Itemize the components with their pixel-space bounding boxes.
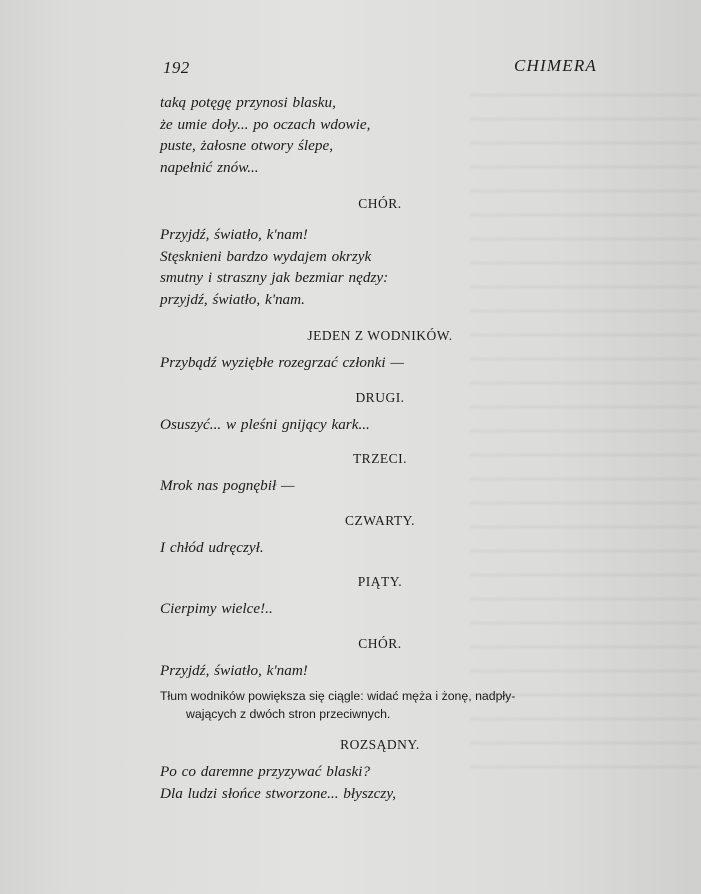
- verse-stanza-opening: [160, 92, 600, 178]
- verse-line: Przyjdź, światło, k'nam!: [160, 226, 308, 243]
- verse-rozsadny: [160, 761, 600, 804]
- verse-line: puste, żałosne otwory ślepe,: [160, 137, 333, 154]
- verse-line: Osuszyć... w pleśni gnijący kark...: [160, 415, 370, 433]
- stage-direction: [160, 687, 600, 723]
- page-body: [160, 92, 600, 804]
- verse-line: Dla ludzi słońce stworzone... błyszczy,: [160, 784, 397, 802]
- speaker-heading-czwarty: CZWARTY.: [344, 512, 416, 528]
- verse-line: smutny i straszny jak bezmiar nędzy:: [160, 269, 389, 286]
- verse-stanza-chor: [160, 224, 600, 310]
- verse-line: że umie doły... po oczach wdowie,: [160, 115, 371, 133]
- speaker-heading-rozsadny: ROZSĄDNY.: [340, 737, 420, 752]
- speaker-heading-chor: CHÓR.: [358, 635, 402, 651]
- stage-direction-line: wających z dwóch stron przeciwnych.: [186, 707, 391, 721]
- verse-line: taką potęgę przynosi blasku,: [160, 94, 336, 111]
- verse-piaty: [160, 598, 600, 620]
- running-title: CHIMERA: [514, 56, 597, 75]
- verse-line: Przyjdź, światło, k'nam!: [160, 661, 308, 679]
- verse-line: Stęsknieni bardzo wydajem okrzyk: [160, 247, 372, 265]
- verse-line: Przybądź wyziębłe rozegrzać członki —: [160, 354, 404, 371]
- speaker-heading-drugi: DRUGI.: [355, 389, 405, 405]
- speaker-heading-jeden-z-wodnikow: JEDEN Z WODNIKÓW.: [307, 328, 453, 343]
- page-number: 192: [163, 58, 190, 77]
- verse-jeden: [160, 352, 600, 374]
- verse-trzeci: [160, 475, 600, 497]
- verse-line: napełnić znów...: [160, 158, 259, 176]
- verse-chor: [160, 660, 600, 682]
- verse-line: przyjdź, światło, k'nam.: [160, 290, 305, 308]
- verse-czwarty: [160, 537, 600, 559]
- verse-drugi: [160, 414, 600, 436]
- verse-line: I chłód udręczył.: [160, 538, 264, 556]
- verse-line: Po co daremne przyzywać blaski?: [160, 763, 371, 780]
- speaker-heading-piaty: PIĄTY.: [357, 574, 403, 589]
- verse-line: Cierpimy wielce!..: [160, 600, 273, 617]
- speaker-heading-trzeci: TRZECI.: [352, 451, 408, 466]
- verse-line: Mrok nas pognębił —: [160, 477, 295, 494]
- speaker-heading-chor: CHÓR.: [358, 196, 402, 211]
- stage-direction-line: Tłum wodników powiększa się ciągle: widać męża i żonę, nadpły-: [160, 689, 516, 703]
